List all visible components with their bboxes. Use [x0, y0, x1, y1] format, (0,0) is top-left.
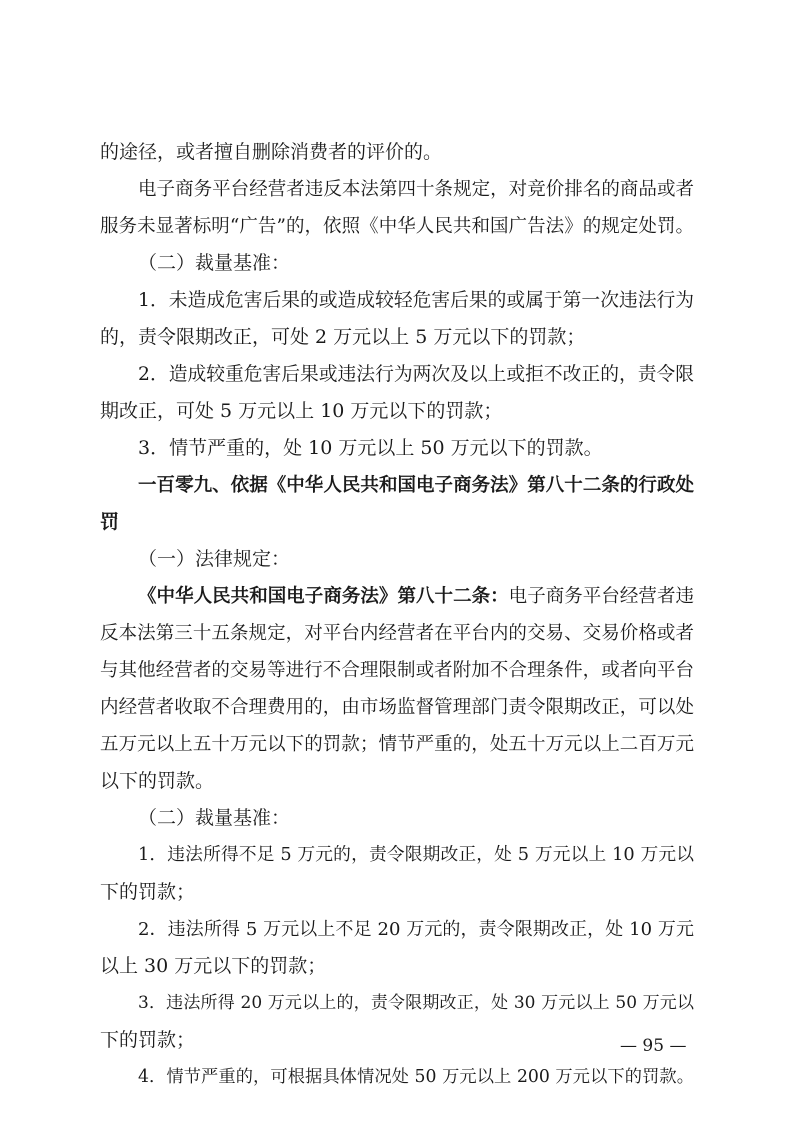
- section-heading: （二）裁量基准：: [138, 252, 291, 274]
- text-line: 下的罚款；: [100, 1029, 196, 1051]
- text-line: 五万元以上五十万元以下的罚款；情节严重的，处五十万元以上二百万元: [100, 734, 694, 755]
- text-line: 以下的罚款。: [100, 770, 215, 792]
- article-citation: 《中华人民共和国电子商务法》第八十二条：: [138, 586, 509, 607]
- text-line: 3．违法所得 20 万元以上的，责令限期改正，处 30 万元以上 50 万元以: [138, 993, 694, 1013]
- text-line: 1．违法所得不足 5 万元的，责令限期改正，处 5 万元以上 10 万元以: [138, 845, 694, 865]
- text-line: 期改正，可处 5 万元以上 10 万元以下的罚款；: [100, 400, 503, 422]
- article-heading-continued: 罚: [100, 511, 120, 533]
- text-line: [100, 578, 694, 615]
- document-body: [100, 134, 694, 1096]
- article-heading: 一百零九、依据《中华人民共和国电子商务法》第八十二条的行政处: [138, 475, 694, 496]
- text-line: 4．情节严重的，可根据具体情况处 50 万元以上 200 万元以下的罚款。: [138, 1067, 694, 1087]
- text-line: 2．违法所得 5 万元以上不足 20 万元的，责令限期改正，处 10 万元: [138, 919, 694, 940]
- text-line: 的，责令限期改正，可处 2 万元以上 5 万元以下的罚款；: [100, 326, 586, 348]
- text-line: 2．造成较重危害后果或违法行为两次及以上或拒不改正的，责令限: [138, 364, 694, 385]
- page-number: — 95 —: [620, 1036, 687, 1056]
- text-line: 3．情节严重的，处 10 万元以上 50 万元以下的罚款。: [138, 437, 603, 459]
- text-line: 反本法第三十五条规定，对平台内经营者在平台内的交易、交易价格或者: [100, 623, 694, 644]
- text-line: 电子商务平台经营者违反本法第四十条规定，对竞价排名的商品或者: [138, 179, 694, 200]
- text-line: 下的罚款；: [100, 881, 196, 903]
- text-line: 服务未显著标明“广告”的，依照《中华人民共和国广告法》的规定处罚。: [100, 216, 694, 237]
- text-line: 1．未造成危害后果的或造成较轻危害后果的或属于第一次违法行为: [138, 290, 694, 311]
- section-heading: （一）法律规定：: [138, 548, 291, 570]
- text-line: 内经营者收取不合理费用的，由市场监督管理部门责令限期改正，可以处: [100, 697, 694, 718]
- text-line: 与其他经营者的交易等进行不合理限制或者附加不合理条件，或者向平台: [100, 660, 694, 681]
- text-line-content: 电子商务平台经营者违: [508, 586, 694, 607]
- text-line: 的途径，或者擅自删除消费者的评价的。: [100, 141, 443, 163]
- section-heading: （二）裁量基准：: [138, 807, 291, 829]
- text-line: 以上 30 万元以下的罚款；: [100, 955, 327, 977]
